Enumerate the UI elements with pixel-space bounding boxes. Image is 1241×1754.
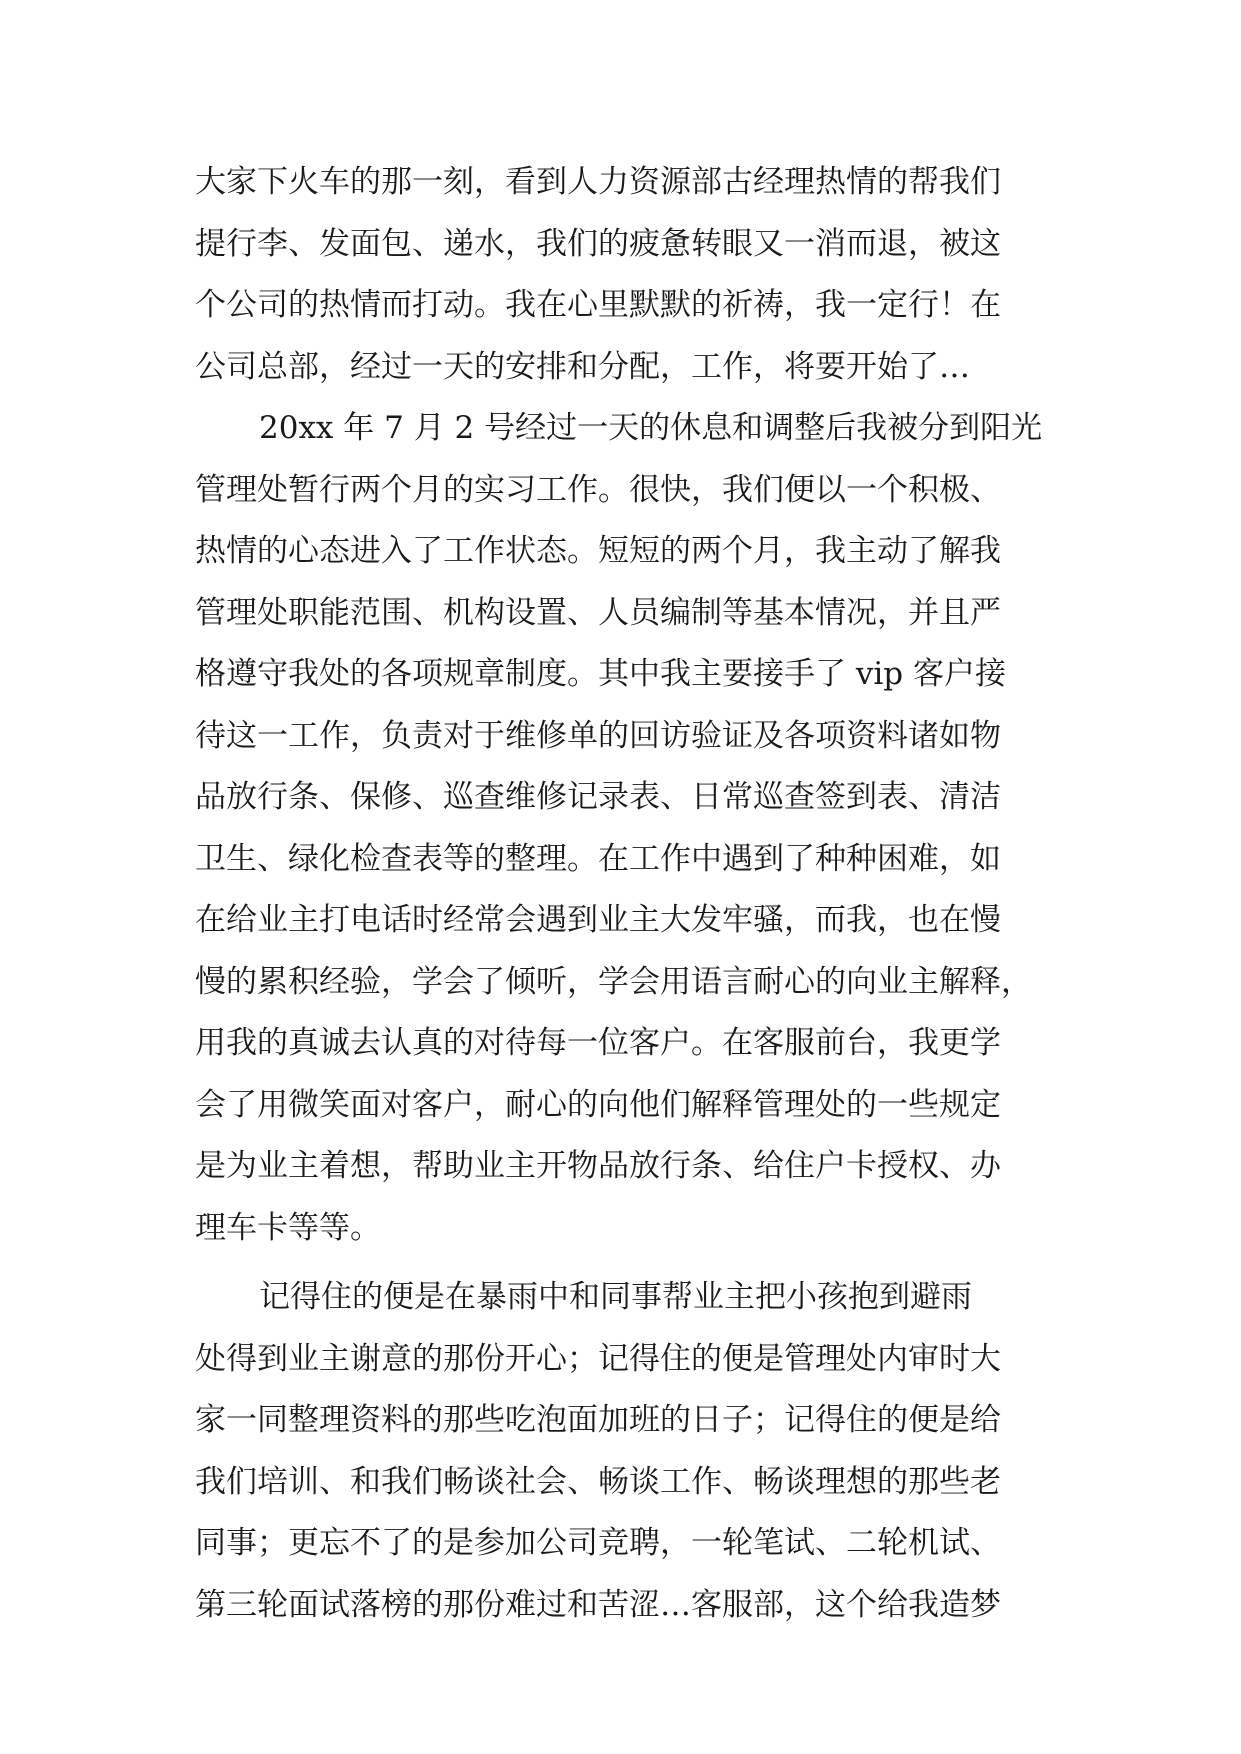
document-body	[195, 152, 1075, 1636]
text-line: 处得到业主谢意的那份开心；记得住的便是管理处内审时大	[195, 1340, 1001, 1377]
text-line: 理车卡等等。	[195, 1209, 381, 1246]
paragraph-3	[195, 1267, 1075, 1636]
text-line: 家一同整理资料的那些吃泡面加班的日子；记得住的便是给	[195, 1402, 1001, 1438]
text-line: 公司总部，经过一天的安排和分配，工作，将要开始了…	[195, 348, 970, 385]
paragraph-1	[195, 152, 1075, 398]
text-line: 我们培训、和我们畅谈社会、畅谈工作、畅谈理想的那些老	[195, 1463, 1001, 1500]
text-line: 格遵守我处的各项规章制度。其中我主要接手了 vip 客户接	[195, 656, 1006, 692]
text-line: 大家下火车的那一刻，看到人力资源部古经理热情的帮我们	[195, 164, 1001, 200]
text-line: 是为业主着想，帮助业主开物品放行条、给住户卡授权、办	[195, 1148, 1001, 1184]
text-line: 卫生、绿化检查表等的整理。在工作中遇到了种种困难，如	[195, 840, 1001, 877]
text-line: 提行李、发面包、递水，我们的疲惫转眼又一消而退，被这	[195, 225, 1001, 262]
text-line: 同事；更忘不了的是参加公司竞聘，一轮笔试、二轮机试、	[195, 1525, 1001, 1561]
text-line: 热情的心态进入了工作状态。短短的两个月，我主动了解我	[195, 533, 1001, 569]
text-line: 待这一工作，负责对于维修单的回访验证及各项资料诸如物	[195, 717, 1001, 754]
text-line: 管理处暂行两个月的实习工作。很快，我们便以一个积极、	[195, 471, 1001, 508]
text-line: 记得住的便是在暴雨中和同事帮业主把小孩抱到避雨	[259, 1279, 972, 1315]
text-line: 品放行条、保修、巡查维修记录表、日常巡查签到表、清洁	[195, 779, 1001, 815]
text-line: 会了用微笑面对客户，耐心的向他们解释管理处的一些规定	[195, 1086, 1001, 1123]
text-line: 20xx 年 7 月 2 号经过一天的休息和调整后我被分到阳光	[259, 410, 1043, 446]
text-line: 管理处职能范围、机构设置、人员编制等基本情况，并且严	[195, 594, 1001, 631]
text-line: 第三轮面试落榜的那份难过和苦涩…客服部，这个给我造梦	[195, 1586, 1001, 1623]
text-line: 慢的累积经验，学会了倾听，学会用语言耐心的向业主解释，	[195, 963, 1032, 1000]
paragraph-2	[195, 398, 1075, 1259]
text-line: 个公司的热情而打动。我在心里默默的祈祷，我一定行！在	[195, 287, 1001, 323]
text-line: 在给业主打电话时经常会遇到业主大发牢骚，而我，也在慢	[195, 902, 1001, 938]
text-line: 用我的真诚去认真的对待每一位客户。在客服前台，我更学	[195, 1025, 1001, 1061]
